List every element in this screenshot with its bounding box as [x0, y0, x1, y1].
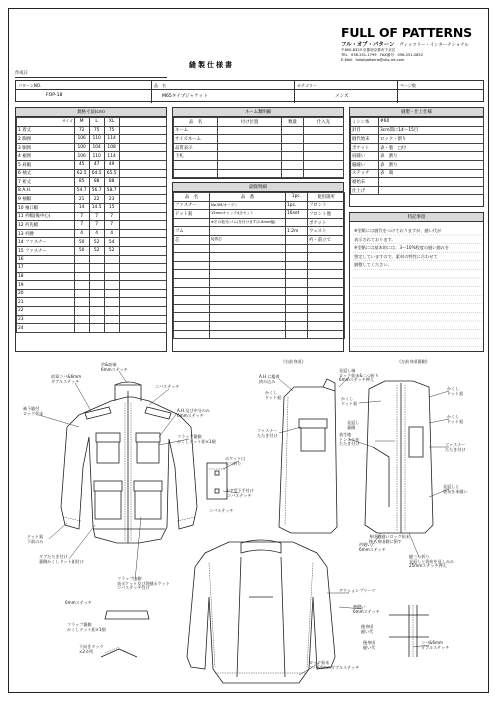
size-value: 22	[89, 195, 104, 204]
size-row	[17, 229, 167, 238]
name-table-header: 付け位置	[218, 118, 282, 127]
annotation-zip2: ファスナー たたき付け	[445, 442, 466, 452]
annotation-side: 表生地 トンネル布 たたき付け	[339, 432, 360, 447]
flap-detail-drawing	[101, 611, 149, 657]
size-value: 47	[89, 160, 104, 169]
size-row-empty	[17, 255, 167, 264]
material-use: ウェスト	[308, 227, 345, 236]
leader-line	[429, 419, 449, 423]
size-value: 58.7	[104, 186, 119, 195]
size-value: 7	[74, 221, 89, 230]
size-row	[17, 195, 167, 204]
material-code: No.5M/オープン	[210, 201, 286, 210]
size-value: 45	[74, 160, 89, 169]
size-value: 52	[104, 246, 119, 255]
annotation-pocket-piece: ポケット口 二つ折り	[225, 456, 246, 466]
size-value: 4	[74, 229, 89, 238]
annotation-pocket-flap: A.H.及び中分のみ 6mmステッチ	[177, 408, 210, 418]
sewing-spec-label: ミシン糸	[351, 118, 379, 127]
leader-line	[119, 371, 127, 383]
size-value: 88	[104, 178, 119, 187]
size-row-label: 20	[17, 289, 75, 298]
annotation-hem: 下向きタック ×2カ所	[79, 644, 104, 654]
material-use: フロント他	[308, 210, 345, 219]
size-row-label: 12 衿先幅	[17, 221, 75, 230]
size-row-label: 18	[17, 272, 75, 281]
left-front-lining-drawing	[365, 381, 433, 533]
sewing-spec-value: 表 割り	[379, 152, 484, 161]
size-row-label: 7 裄丈	[17, 178, 75, 187]
size-row-label: 14 ファスナー	[17, 238, 75, 247]
note-line: 調整してください。	[354, 262, 392, 268]
size-value: 14	[74, 203, 89, 212]
size-row-label: 10 袖口幅	[17, 203, 75, 212]
material-use: フロント	[308, 201, 345, 210]
size-value: 23	[104, 195, 119, 204]
size-value: 54	[104, 238, 119, 247]
materials-row	[174, 227, 345, 236]
size-row-label: 11 衿幅(後中心)	[17, 212, 75, 221]
notes-panel	[349, 212, 484, 352]
size-value: 54.7	[74, 186, 89, 195]
materials-row	[174, 201, 345, 210]
material-qty	[286, 218, 308, 227]
size-value: 14.5	[89, 203, 104, 212]
size-row	[17, 238, 167, 247]
sewing-spec-label: ステッチ	[351, 169, 379, 178]
sewing-spec-value: 表・裏 □付	[379, 143, 484, 152]
sewing-spec-label: 縫代始末	[351, 135, 379, 144]
annotation-facing: 見返し端 ロック始末&二つ折り 6mmステッチ押え	[339, 368, 379, 383]
materials-table-title: 副資明細	[173, 183, 343, 192]
annotation-waist: コバステッチ	[209, 508, 234, 513]
annotation-facing2: 見返しと 袋布を本縫い	[443, 484, 468, 494]
size-row	[17, 126, 167, 135]
name-table-row	[174, 135, 344, 144]
sewing-spec-row	[351, 169, 484, 178]
annotation-hidden-dot2: かくし ドット釦	[341, 396, 358, 406]
name-table-row	[174, 143, 344, 152]
document-title: 縫製仕様書	[189, 61, 234, 69]
front-jacket-drawing	[61, 382, 197, 543]
materials-row	[174, 218, 345, 227]
size-row	[17, 152, 167, 161]
size-row-label: 5 肩幅	[17, 160, 75, 169]
annotation-waist2: 後身頃 縫い代	[363, 640, 376, 650]
size-row-empty	[17, 324, 167, 333]
size-row-label: 24	[17, 324, 75, 333]
annotation-body-stitch: 身頃脇縫いロック始末 後ろ身頃側に倒す	[369, 534, 410, 544]
materials-table-header: 品 番	[210, 193, 286, 202]
sewing-spec-label: 仕上げ	[351, 186, 379, 195]
size-row-empty	[17, 307, 167, 316]
name-item: サイズネーム	[174, 135, 218, 144]
leader-line	[429, 391, 449, 397]
annotation-zip-fold: ファスナー たたき付け	[257, 428, 278, 438]
size-row	[17, 246, 167, 255]
name-table-header: 品 名	[174, 118, 218, 127]
annotation-stitch6mm: 6mmステッチ	[65, 600, 92, 605]
material-use: ポケット	[308, 218, 345, 227]
leader-line	[279, 379, 293, 391]
name-item: 下札	[174, 152, 218, 161]
annotation-flap3: フラップ裏側 かくしドット釦×1個	[67, 622, 106, 632]
address-line-3: E-Mail：fullofpatterns@vitz-int.com	[341, 58, 405, 62]
size-value: 114	[104, 135, 119, 144]
annotation-dart: 後身頃 縫い代	[361, 624, 374, 634]
size-row-label: 19	[17, 281, 75, 290]
material-name: 芯	[174, 235, 210, 244]
sewing-spec-row	[351, 126, 484, 135]
size-header: XL	[104, 118, 119, 127]
size-value: 104	[89, 143, 104, 152]
sewing-spec-value	[379, 186, 484, 195]
annotation-collar-stitch: 衿&前端 6mmステッチ	[101, 362, 128, 372]
annotation-shoulder: コバステッチ	[155, 384, 180, 389]
name-table-panel	[172, 107, 344, 179]
size-value: 7	[74, 212, 89, 221]
note-line: 想定していますので、素材の特性に合わせて	[354, 253, 438, 259]
size-value: 50	[74, 246, 89, 255]
size-row-label: 2 胸囲	[17, 135, 75, 144]
size-row	[17, 203, 167, 212]
sewing-spec-row	[351, 186, 484, 195]
name-item: ネーム	[174, 126, 218, 135]
size-row-label: 1 着丈	[17, 126, 75, 135]
page-cell: ページ数	[400, 83, 416, 88]
size-header: M	[74, 118, 89, 127]
notes-rule-lines	[350, 213, 485, 353]
annotation-dot-button: ドット釦 下前のみ	[27, 534, 44, 544]
note-line: 表示されております。	[354, 236, 396, 242]
jacket-technical-drawing	[9, 357, 489, 693]
size-row-empty	[17, 289, 167, 298]
name-table-header: 仕入先	[304, 118, 344, 127]
material-code: 15mmキャップ4点セット	[210, 210, 286, 219]
material-qty: 1pc.	[286, 201, 308, 210]
annotation-collar2: 衿縫い 6mmステッチ	[359, 542, 386, 552]
size-value: 7	[89, 221, 104, 230]
size-value: 52	[89, 246, 104, 255]
sewing-spec-label: 脇縫い	[351, 160, 379, 169]
name-table	[173, 117, 344, 178]
writer-field: 作成日	[15, 70, 167, 78]
left-front-lining-label: 《左前身頃裏側》	[397, 359, 430, 364]
size-row-label: 22	[17, 307, 75, 316]
materials-row	[174, 235, 345, 244]
materials-row	[174, 210, 345, 219]
address-line-2: TEL：056-251-1799 FAX番号：056-251-2852	[341, 53, 424, 57]
annotation-tab: タブたたき付け 裏側かくしドット釦付け	[39, 554, 84, 564]
size-row-label: 6 袖丈	[17, 169, 75, 178]
brand-logo: FULL OF PATTERNS	[341, 25, 472, 40]
sewing-spec-value: 表 端	[379, 169, 484, 178]
name-item: 品質表示	[174, 143, 218, 152]
size-value: 65.5	[104, 169, 119, 178]
size-row-label: 17	[17, 264, 75, 273]
size-value: 7	[104, 221, 119, 230]
note-line: ※型紙には縫代をつけておりますが、縫い代が	[354, 228, 442, 233]
size-value: 62.5	[74, 169, 89, 178]
pattern-no-cell: パターンNO. FOP-18	[16, 81, 152, 103]
material-use: 衿・前立て	[308, 235, 345, 244]
materials-table-header: 1pc.	[286, 193, 308, 202]
sewing-spec-panel	[349, 107, 484, 207]
leader-line	[49, 523, 67, 539]
size-value: 56.7	[89, 186, 104, 195]
sewing-spec-row	[351, 160, 484, 169]
category-value: メンズ	[335, 94, 349, 99]
sewing-spec-label: 肩縫い	[351, 152, 379, 161]
size-row-label: 3 胴囲	[17, 143, 75, 152]
annotation-epaulet: 肩章コバ&6mm ダブルステッチ	[51, 374, 82, 384]
spec-sheet	[8, 8, 489, 693]
category-cell: カテゴリー メンズ	[295, 81, 398, 103]
size-value: 21	[74, 195, 89, 204]
size-value: 106	[74, 135, 89, 144]
size-table-panel	[15, 107, 167, 352]
annotation-hidden-dot3: かくし ドット釦	[447, 386, 464, 396]
sewing-spec-title: 縫製・仕上仕様	[350, 108, 483, 117]
annotation-lining: 見返し 裏側	[347, 420, 360, 430]
size-value: 7	[104, 212, 119, 221]
size-table	[16, 117, 167, 333]
sewing-spec-value: 3cm間に14〜15目	[379, 126, 484, 135]
size-corner-label: サイズ	[17, 118, 75, 127]
size-value: 75	[104, 126, 119, 135]
leader-line	[75, 383, 91, 411]
size-row	[17, 178, 167, 187]
size-value: 106	[74, 152, 89, 161]
material-code: ※その他刃(ゴム)を付けます(1.6mm幅)	[210, 218, 286, 227]
size-value: 4	[104, 229, 119, 238]
size-value: 64.5	[89, 169, 104, 178]
size-row	[17, 135, 167, 144]
annotation-hidden-dot4: かくし ドット釦	[447, 414, 464, 424]
size-value: 85	[74, 178, 89, 187]
size-row-label: 13 衿腰	[17, 229, 75, 238]
sewing-spec-row	[351, 152, 484, 161]
sewing-spec-label: ポケット	[351, 143, 379, 152]
size-value: 72	[74, 126, 89, 135]
size-row-label: 21	[17, 298, 75, 307]
size-row-empty	[17, 281, 167, 290]
size-row	[17, 221, 167, 230]
item-cell: 品 名 M65タイプジャケット	[152, 81, 295, 103]
sewing-spec-row	[351, 118, 484, 127]
info-bar	[15, 80, 484, 102]
technical-drawing-area	[9, 357, 489, 693]
name-table-title: ネーム類明細	[173, 108, 343, 117]
name-table-row	[174, 126, 344, 135]
annotation-snap: L字型下手付け コバステッチ	[227, 488, 254, 498]
size-row-label: 8 A.H.	[17, 186, 75, 195]
size-row-label: 16	[17, 255, 75, 264]
size-value: 75	[89, 126, 104, 135]
size-row	[17, 212, 167, 221]
materials-table	[173, 192, 345, 339]
size-value: 100	[74, 143, 89, 152]
size-row	[17, 169, 167, 178]
note-line: ※型紙には基本的には、3〜10%程度の縫い縮みを	[354, 245, 450, 251]
name-table-header: 数量	[282, 118, 304, 127]
sewing-spec-table	[350, 117, 484, 195]
size-row-label: 4 裾囲	[17, 152, 75, 161]
size-value: 7	[89, 212, 104, 221]
sewing-spec-row	[351, 135, 484, 144]
size-row-label: 15 ファスナー	[17, 246, 75, 255]
sewing-spec-label: 裾始末	[351, 178, 379, 187]
size-table-title: 規格寸法(cm)	[16, 108, 166, 117]
leader-line	[69, 525, 95, 559]
material-name: ドット釦	[174, 210, 210, 219]
size-value: 50	[74, 238, 89, 247]
item-value: M65タイプジャケット	[162, 94, 208, 99]
size-value: 110	[89, 152, 104, 161]
materials-table-header: 使用箇所	[308, 193, 345, 202]
annotation-armhole: 袖縫い 6mmステッチ	[353, 604, 380, 614]
size-row	[17, 160, 167, 169]
size-value: 52	[89, 238, 104, 247]
size-row-label: 9 袖幅	[17, 195, 75, 204]
brand-subtitle: フル・オブ・パターン ヴィッツリー・インターナショナル	[341, 42, 469, 48]
size-value: 15	[104, 203, 119, 212]
material-name: ゴム	[174, 227, 210, 236]
annotation-inner-pocket: 袖下脇付 ロック始末	[23, 406, 44, 416]
right-front-label: 《右前身頃》	[281, 359, 306, 364]
size-value: 49	[104, 160, 119, 169]
material-code: 接着芯	[210, 235, 286, 244]
size-value: 114	[104, 152, 119, 161]
sewing-spec-row	[351, 178, 484, 187]
annotation-back-collar: コバ&6mm ダブルステッチ	[421, 640, 450, 650]
size-row-empty	[17, 315, 167, 324]
size-row-empty	[17, 264, 167, 273]
annotation-lock: ロック始末 コバ&6mmダブルステッチ	[309, 660, 360, 670]
materials-table-panel	[172, 182, 344, 352]
size-row	[17, 186, 167, 195]
annotation-hidden-dot: かくし ドット釦	[265, 390, 282, 400]
pattern-no-value: FOP-18	[46, 93, 63, 98]
right-front-drawing	[279, 379, 337, 533]
sewing-spec-value: ロック・割り	[379, 135, 484, 144]
size-value: 88	[89, 178, 104, 187]
material-qty	[286, 235, 308, 244]
leader-line	[149, 389, 169, 405]
material-name	[174, 218, 210, 227]
materials-table-header: 品 名	[174, 193, 210, 202]
annotation-flap2: フラップ内側 表ポケット及び袋縫ポケット コバステッチ付け	[117, 576, 170, 591]
annotation-flap: フラップ裏側 かくしドット釦×1個	[177, 434, 216, 444]
notes-title: 特記事項	[350, 213, 483, 222]
size-row-empty	[17, 272, 167, 281]
size-row-label: 23	[17, 315, 75, 324]
sewing-spec-value	[379, 178, 484, 187]
size-row	[17, 143, 167, 152]
sewing-spec-label: 針目	[351, 126, 379, 135]
annotation-ah-stitch: A.H.に履着 挟み込み	[259, 374, 280, 384]
size-value: 108	[104, 143, 119, 152]
size-row-empty	[17, 298, 167, 307]
material-name: ファスナー	[174, 201, 210, 210]
material-qty: 16set	[286, 210, 308, 219]
material-qty: 1.2m	[286, 227, 308, 236]
sewing-spec-value: #60	[379, 118, 484, 127]
name-table-row	[174, 152, 344, 161]
size-value: 4	[89, 229, 104, 238]
material-code	[210, 227, 286, 236]
sewing-spec-value: 表 割り	[379, 160, 484, 169]
size-header: L	[89, 118, 104, 127]
sewing-spec-row	[351, 143, 484, 152]
address-line-1: 〒600-8323 京都府京都市下京区	[341, 48, 396, 52]
annotation-action: アクションプリーツ	[339, 588, 376, 593]
size-value: 110	[89, 135, 104, 144]
annotation-hem2: 縫三つ折り 見返しと袋布を見しみみ 25mmステッチ押え	[409, 554, 455, 569]
